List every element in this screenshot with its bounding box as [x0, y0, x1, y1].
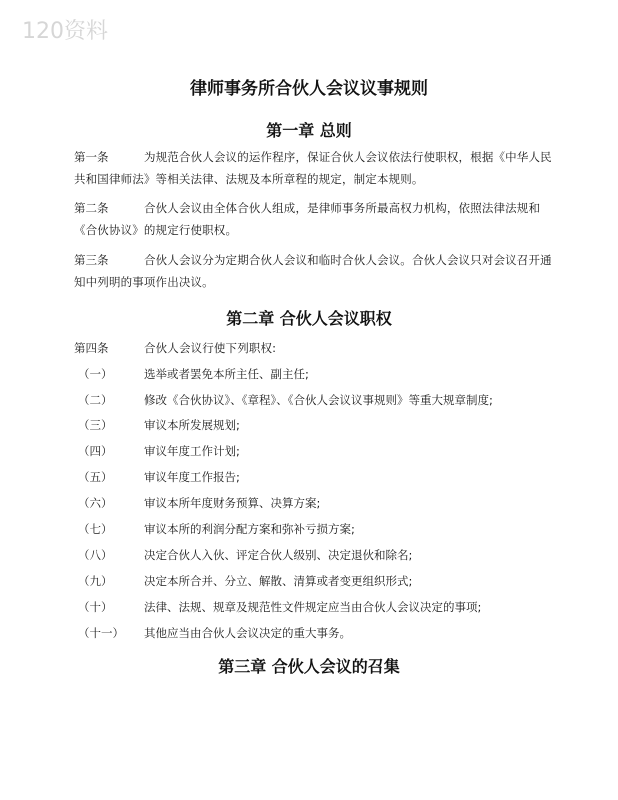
list-item-text: 其他应当由合伙人会议决定的重大事务。 — [144, 626, 351, 640]
list-item-text: 审议年度工作报告; — [144, 470, 240, 484]
list-item — [74, 440, 554, 462]
chapter-1-heading: 第一章 总则 — [266, 121, 352, 140]
article-1-label: 第一条 — [74, 150, 109, 164]
list-item-number: （十一） — [78, 626, 124, 640]
list-item — [74, 363, 554, 385]
list-item-number: （一） — [78, 367, 113, 381]
list-item — [74, 466, 554, 488]
list-item-text: 审议年度工作计划; — [144, 444, 240, 458]
list-item-text: 审议本所的利润分配方案和弥补亏损方案; — [144, 522, 355, 536]
list-item-text: 审议本所发展规划; — [144, 418, 240, 432]
list-item-text: 决定合伙人入伙、评定合伙人级别、决定退伙和除名; — [144, 548, 413, 562]
list-item-number: （三） — [78, 418, 113, 432]
list-item-number: （十） — [78, 600, 113, 614]
list-item — [74, 492, 554, 514]
list-item-text: 修改《合伙协议》、《章程》、《合伙人会议议事规则》等重大规章制度; — [144, 393, 493, 407]
article-1-text: 为规范合伙人会议的运作程序，保证合伙人会议依法行使职权，根据《中华人民共和国律师法》等相关法律、法规及本所章程的规定，制定本规则。 — [74, 150, 552, 186]
list-item — [74, 596, 554, 618]
article-4-label: 第四条 — [74, 341, 109, 355]
document-title: 律师事务所合伙人会议议事规则 — [190, 79, 428, 99]
list-item-number: （九） — [78, 574, 113, 588]
chapter-3-heading: 第三章 合伙人会议的召集 — [218, 657, 400, 676]
list-item-text: 审议本所年度财务预算、决算方案; — [144, 496, 321, 510]
list-item — [74, 544, 554, 566]
list-item-number: （八） — [78, 548, 113, 562]
article-3-label: 第三条 — [74, 253, 109, 267]
list-item-number: （四） — [78, 444, 113, 458]
list-item-text: 选举或者罢免本所主任、副主任; — [144, 367, 309, 381]
list-item-number: （二） — [78, 393, 113, 407]
watermark: 120资料 — [22, 19, 108, 44]
list-item — [74, 570, 554, 592]
list-item-number: （五） — [78, 470, 113, 484]
article-4-text: 合伙人会议行使下列职权: — [144, 341, 277, 355]
list-item-number: （六） — [78, 496, 113, 510]
list-item-text: 法律、法规、规章及规范性文件规定应当由合伙人会议决定的事项; — [144, 600, 482, 614]
list-item — [74, 518, 554, 540]
article-2-text: 合伙人会议由全体合伙人组成，是律师事务所最高权力机构，依照法律法规和《合伙协议》的规定行使职权。 — [74, 201, 541, 237]
chapter-2-heading: 第二章 合伙人会议职权 — [226, 309, 392, 328]
article-2-label: 第二条 — [74, 201, 109, 215]
list-item-text: 决定本所合并、分立、解散、清算或者变更组织形式; — [144, 574, 413, 588]
list-item-number: （七） — [78, 522, 113, 536]
list-item — [74, 414, 554, 436]
list-item — [74, 389, 554, 411]
article-3-text: 合伙人会议分为定期合伙人会议和临时合伙人会议。合伙人会议只对会议召开通知中列明的事项作出决议。 — [74, 253, 552, 289]
list-item — [74, 622, 554, 644]
